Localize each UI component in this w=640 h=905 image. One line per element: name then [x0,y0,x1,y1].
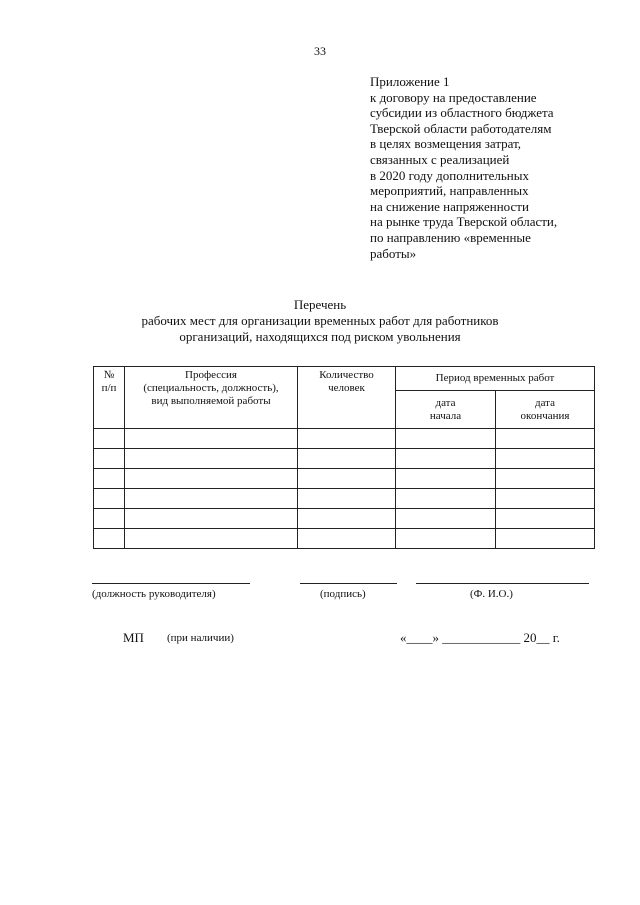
table-cell[interactable] [298,469,396,489]
name-label: (Ф. И.О.) [470,588,513,600]
table-cell[interactable] [396,489,496,509]
stamp-place-label: МП [123,630,144,645]
appendix-line: работы» [370,245,417,261]
table-cell[interactable] [496,509,595,529]
position-label: (должность руководителя) [92,588,216,600]
appendix-line: субсидии из областного бюджета [370,105,554,121]
table-cell[interactable] [396,529,496,549]
table-row [94,489,595,509]
table-cell[interactable] [298,529,396,549]
table-cell[interactable] [125,509,298,529]
appendix-note [370,74,557,261]
table-cell[interactable] [396,429,496,449]
page-number: 33 [314,44,326,58]
table-row [94,529,595,549]
table-cell[interactable] [298,489,396,509]
table-cell[interactable] [125,449,298,469]
appendix-line: на снижение напряженности [370,198,529,214]
table-cell[interactable] [496,449,595,469]
header-period: Период временных работ [396,367,595,391]
header-number: № п/п [94,367,125,429]
table-row [94,429,595,449]
position-signature-line[interactable] [92,583,250,584]
table-cell[interactable] [298,509,396,529]
header-profession: Профессия (специальность, должность), вид выполняемой работы [125,367,298,429]
table-cell[interactable] [94,489,125,509]
table-row [94,509,595,529]
table-cell[interactable] [496,489,595,509]
table-cell[interactable] [125,469,298,489]
table-cell[interactable] [94,449,125,469]
signature-label: (подпись) [320,588,366,600]
table-cell[interactable] [94,469,125,489]
name-signature-line[interactable] [416,583,589,584]
title-line-1: рабочих мест для организации временных работ для работников [141,313,499,328]
table-cell[interactable] [298,449,396,469]
header-start-date: дата начала [396,391,496,429]
document-title [0,297,640,345]
date-line[interactable]: «____» ____________ 20__ г. [400,630,560,645]
table-cell[interactable] [94,509,125,529]
jobs-table [93,366,595,549]
appendix-line: Приложение 1 [370,74,450,89]
table-cell[interactable] [496,529,595,549]
table-cell[interactable] [496,429,595,449]
table-cell[interactable] [125,429,298,449]
title-line-2: организаций, находящихся под риском увольнения [179,329,461,344]
appendix-line: в 2020 году дополнительных [370,167,529,183]
table-cell[interactable] [396,449,496,469]
appendix-line: Тверской области работодателям [370,120,552,136]
stamp-note: (при наличии) [167,632,234,644]
table-cell[interactable] [94,429,125,449]
header-end-date: дата окончания [496,391,595,429]
title-heading: Перечень [293,297,347,312]
table-cell[interactable] [125,529,298,549]
appendix-line: по направлению «временные [370,229,531,245]
header-count: Количество человек [298,367,396,429]
table-cell[interactable] [298,429,396,449]
table-cell[interactable] [396,469,496,489]
table-cell[interactable] [94,529,125,549]
table-row [94,469,595,489]
appendix-line: в целях возмещения затрат, [370,136,522,152]
appendix-line: мероприятий, направленных [370,183,529,199]
table-cell[interactable] [125,489,298,509]
table-cell[interactable] [396,509,496,529]
signature-line[interactable] [300,583,397,584]
table-row [94,449,595,469]
table-cell[interactable] [496,469,595,489]
appendix-line: к договору на предоставление [370,89,537,105]
appendix-line: на рынке труда Тверской области, [370,214,558,230]
appendix-line: связанных с реализацией [370,151,510,167]
